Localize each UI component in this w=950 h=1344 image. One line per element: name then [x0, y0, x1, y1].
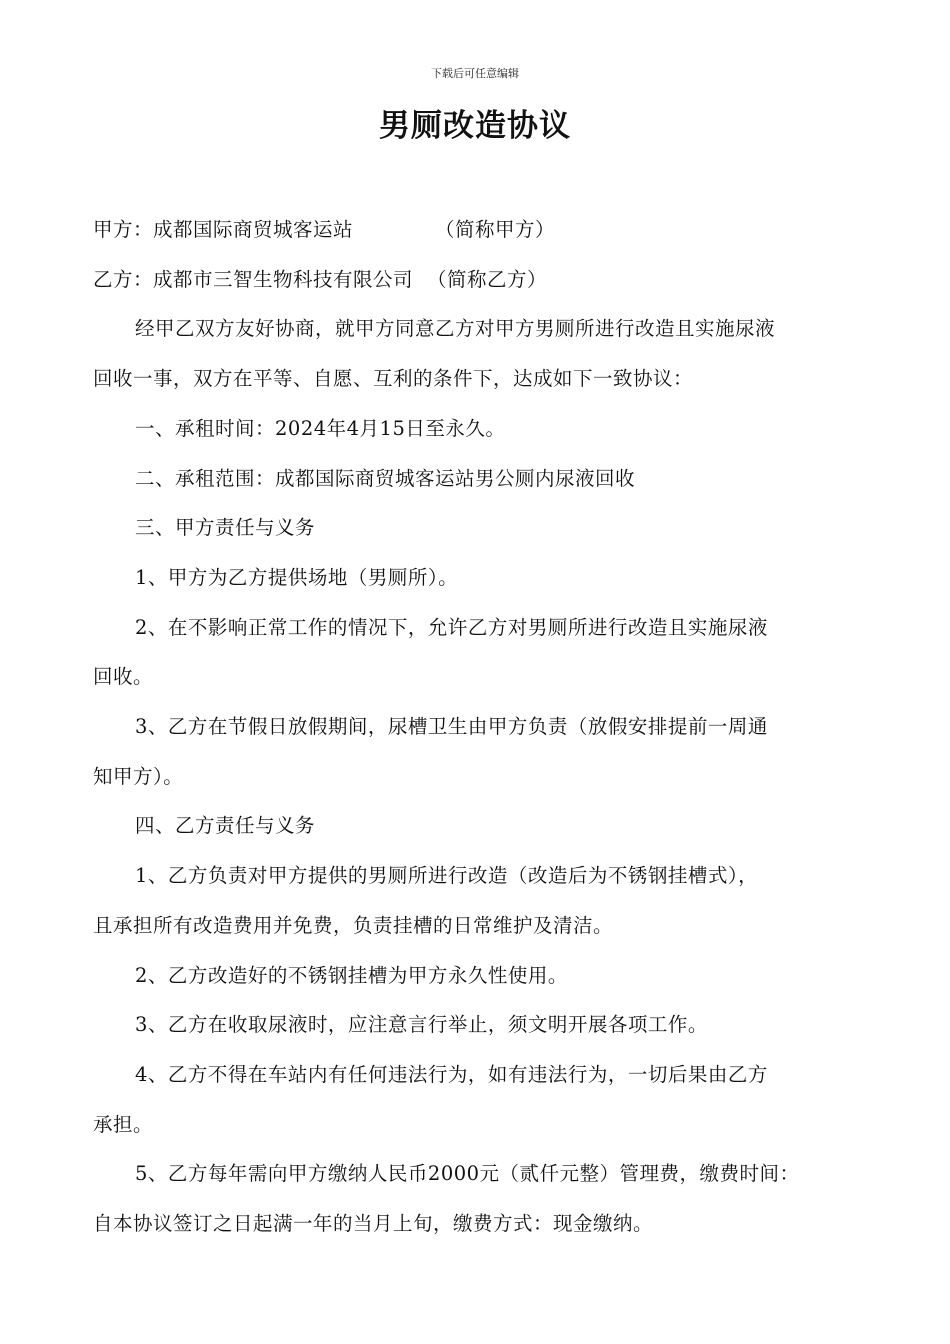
clause-item: 3、乙方在节假日放假期间，尿槽卫生由甲方负责（放假安排提前一周通: [135, 715, 768, 739]
clause-item-continuation: 知甲方）。: [93, 764, 184, 788]
paragraph-line: 回收一事，双方在平等、自愿、互利的条件下，达成如下一致协议：: [93, 367, 694, 391]
party-b-short: （简称乙方）: [427, 267, 548, 291]
header-note: 下载后可任意编辑: [431, 67, 519, 80]
clause-heading: 一、承租时间：2024年4月15日至永久。: [135, 416, 506, 440]
clause-item: 1、乙方负责对甲方提供的男厕所进行改造（改造后为不锈钢挂槽式），: [135, 864, 759, 888]
section-heading: 四、乙方责任与义务: [135, 814, 316, 838]
party-b-line: [93, 255, 859, 305]
section-heading: 三、甲方责任与义务: [135, 516, 316, 540]
party-a-line: [93, 205, 859, 255]
party-b-label: 乙方：成都市三智生物科技有限公司: [93, 267, 414, 291]
party-a-short: （简称甲方）: [435, 218, 556, 241]
clause-item: 5、乙方每年需向甲方缴纳人民币2000元（贰仟元整）管理费，缴费时间：: [135, 1162, 800, 1186]
document-title: 男厕改造协议: [379, 108, 571, 144]
clause-item: 3、乙方在收取尿液时，应注意言行举止，须文明开展各项工作。: [135, 1013, 708, 1037]
clause-item: 4、乙方不得在车站内有任何违法行为，如有违法行为，一切后果由乙方: [135, 1062, 768, 1086]
clause-item-continuation: 承担。: [93, 1112, 154, 1136]
clause-item: 2、乙方改造好的不锈钢挂槽为甲方永久性使用。: [135, 963, 568, 987]
party-a-label: 甲方：成都国际商贸城客运站: [93, 218, 354, 241]
clause-item-continuation: 且承担所有改造费用并免费，负责挂槽的日常维护及清洁。: [93, 913, 614, 937]
clause-item: 1、甲方为乙方提供场地（男厕所）。: [135, 565, 459, 589]
document-body: [93, 205, 859, 1249]
clause-heading: 二、承租范围：成都国际商贸城客运站男公厕内尿液回收: [135, 466, 636, 490]
paragraph-line: 经甲乙双方友好协商，就甲方同意乙方对甲方男厕所进行改造且实施尿液: [135, 317, 776, 341]
clause-item-continuation: 自本协议签订之日起满一年的当月上旬，缴费方式：现金缴纳。: [93, 1212, 654, 1236]
clause-item: 2、在不影响正常工作的情况下，允许乙方对男厕所进行改造且实施尿液: [135, 615, 768, 639]
clause-item-continuation: 回收。: [93, 665, 154, 689]
